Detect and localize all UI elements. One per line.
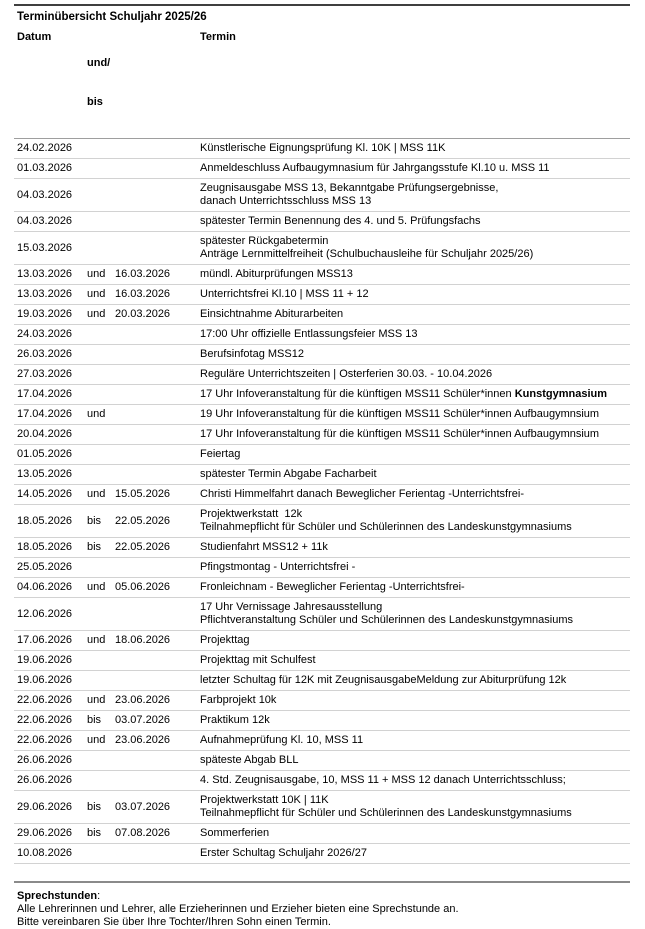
table-row — [14, 578, 630, 598]
termin-line: Berufsinfotag MSS12 — [200, 348, 304, 360]
row-conjunction: bis — [87, 514, 102, 527]
termin-line: letzter Schultag für 12K mit ZeugnisausgabeMeldung zur Abiturprüfung 12k — [200, 674, 567, 686]
termin-line: Fronleichnam - Beweglicher Ferientag -Unterrichtsfrei- — [200, 581, 465, 593]
row-termin — [200, 408, 630, 421]
column-header-und: und/ — [87, 57, 111, 69]
row-termin — [200, 348, 630, 361]
footer-heading — [17, 889, 630, 903]
row-date-start: 22.06.2026 — [17, 694, 73, 706]
row-date-start: 01.03.2026 — [17, 162, 73, 174]
table-row — [14, 558, 630, 578]
row-termin — [200, 561, 630, 574]
row-conjunction: und — [87, 734, 106, 746]
table-row — [14, 445, 630, 465]
termin-line: Feiertag — [200, 448, 241, 460]
row-date-end: 23.06.2026 — [115, 694, 171, 706]
schedule-table-body — [14, 139, 630, 864]
row-termin — [200, 714, 630, 727]
termin-line: Unterrichtsfrei Kl.10 | MSS 11 + 12 — [200, 288, 369, 300]
row-termin — [200, 508, 630, 534]
row-date-end: 03.07.2026 — [115, 714, 171, 726]
page-title: Terminübersicht Schuljahr 2025/26 — [17, 11, 207, 23]
row-date-end: 22.05.2026 — [115, 541, 171, 553]
row-date-start: 14.05.2026 — [17, 488, 73, 500]
termin-line — [200, 388, 630, 401]
table-row — [14, 791, 630, 824]
row-conjunction: und — [87, 581, 106, 593]
table-row — [14, 385, 630, 405]
termin-line: Studienfahrt MSS12 + 11k — [200, 541, 328, 553]
row-termin — [200, 694, 630, 707]
table-row — [14, 631, 630, 651]
row-date-start: 18.05.2026 — [17, 514, 73, 527]
table-row — [14, 265, 630, 285]
termin-line: Sommerferien — [200, 827, 270, 839]
row-date-start: 17.04.2026 — [17, 408, 73, 420]
termin-line: Pfingstmontag - Unterrichtsfrei - — [200, 561, 356, 573]
row-date-start: 29.06.2026 — [17, 827, 73, 839]
row-termin — [200, 368, 630, 381]
table-row — [14, 691, 630, 711]
termin-line: Erster Schultag Schuljahr 2026/27 — [200, 847, 367, 859]
table-row — [14, 325, 630, 345]
row-termin — [200, 794, 630, 820]
table-row — [14, 671, 630, 691]
row-termin — [200, 488, 630, 501]
termin-line: Aufnahmeprüfung Kl. 10, MSS 11 — [200, 734, 364, 746]
row-date-end: 22.05.2026 — [115, 514, 171, 527]
row-conjunction: bis — [87, 800, 102, 813]
row-termin — [200, 328, 630, 341]
row-date-start: 18.05.2026 — [17, 541, 73, 553]
row-conjunction: und — [87, 268, 106, 280]
table-row — [14, 305, 630, 325]
table-row — [14, 538, 630, 558]
table-header-row — [14, 31, 630, 139]
row-date-start: 04.03.2026 — [17, 188, 73, 201]
footer-line-2: Bitte vereinbaren Sie über Ihre Tochter/Ihren Sohn einen Termin. — [17, 916, 331, 928]
table-row — [14, 425, 630, 445]
column-header-datum: Datum — [17, 31, 52, 43]
row-date-end: 03.07.2026 — [115, 800, 171, 813]
row-date-start: 19.03.2026 — [17, 308, 73, 320]
row-termin — [200, 774, 630, 787]
termin-line: Einsichtnahme Abiturarbeiten — [200, 308, 344, 320]
row-termin — [200, 734, 630, 747]
row-date-start: 15.03.2026 — [17, 241, 73, 254]
row-date-start: 10.08.2026 — [17, 847, 73, 859]
termin-line: Praktikum 12k — [200, 714, 270, 726]
termin-line: Pflichtveranstaltung Schüler und Schülerinnen des Landeskunstgymnasiums — [200, 614, 573, 626]
termin-line: mündl. Abiturprüfungen MSS13 — [200, 268, 353, 280]
termin-line: Anmeldeschluss Aufbaugymnasium für Jahrgangsstufe Kl.10 u. MSS 11 — [200, 162, 550, 174]
footer-heading-colon: : — [97, 890, 101, 902]
termin-line: Zeugnisausgabe MSS 13, Bekanntgabe Prüfungsergebnisse, — [200, 182, 499, 194]
row-termin — [200, 754, 630, 767]
termin-line: Anträge Lernmittelfreiheit (Schulbuchausleihe für Schuljahr 2025/26) — [200, 248, 534, 260]
termin-line: 19 Uhr Infoveranstaltung für die künftigen MSS11 Schüler*innen Aufbaugymnsium — [200, 408, 600, 420]
termin-line: Christi Himmelfahrt danach Beweglicher Ferientag -Unterrichtsfrei- — [200, 488, 525, 500]
termin-line: 17 Uhr Vernissage Jahresausstellung — [200, 601, 383, 613]
row-termin — [200, 182, 630, 208]
row-date-start: 12.06.2026 — [17, 607, 73, 620]
termin-line: Projektwerkstatt 10K | 11K — [200, 794, 329, 806]
row-conjunction: und — [87, 308, 106, 320]
termin-line: 17 Uhr Infoveranstaltung für die künftigen MSS11 Schüler*innen Aufbaugymnsium — [200, 428, 600, 440]
row-date-start: 26.03.2026 — [17, 348, 73, 360]
row-date-start: 20.04.2026 — [17, 428, 73, 440]
row-termin — [200, 847, 630, 860]
table-row — [14, 824, 630, 844]
termin-line: danach Unterrichtsschluss MSS 13 — [200, 195, 372, 207]
row-date-end: 07.08.2026 — [115, 827, 171, 839]
row-date-start: 27.03.2026 — [17, 368, 73, 380]
row-termin — [200, 654, 630, 667]
footer-heading-text: Sprechstunden — [17, 890, 98, 902]
row-date-end: 16.03.2026 — [115, 288, 171, 300]
table-row — [14, 751, 630, 771]
row-date-end: 20.03.2026 — [115, 308, 171, 320]
row-termin — [200, 674, 630, 687]
footer-section — [14, 881, 630, 929]
table-row — [14, 139, 630, 159]
table-row — [14, 731, 630, 751]
row-termin — [200, 235, 630, 261]
row-date-start: 25.05.2026 — [17, 561, 73, 573]
row-date-end: 16.03.2026 — [115, 268, 171, 280]
row-date-start: 26.06.2026 — [17, 754, 73, 766]
termin-line: spätester Termin Abgabe Facharbeit — [200, 468, 377, 480]
column-header-termin: Termin — [200, 31, 236, 43]
termin-line: Projektwerkstatt 12k — [200, 508, 303, 520]
table-row — [14, 232, 630, 265]
row-date-end: 05.06.2026 — [115, 581, 171, 593]
row-date-start: 13.03.2026 — [17, 288, 73, 300]
row-date-start: 22.06.2026 — [17, 714, 73, 726]
row-termin — [200, 288, 630, 301]
termin-line: Teilnahmepflicht für Schüler und Schülerinnen des Landeskunstgymnasiums — [200, 521, 572, 533]
footer-line-1: Alle Lehrerinnen und Lehrer, alle Erzieherinnen und Erzieher bieten eine Sprechstunde an. — [17, 903, 459, 915]
row-date-start: 19.06.2026 — [17, 674, 73, 686]
row-date-start: 29.06.2026 — [17, 800, 73, 813]
row-conjunction: und — [87, 288, 106, 300]
table-row — [14, 212, 630, 232]
row-date-start: 04.03.2026 — [17, 215, 73, 227]
row-date-start: 04.06.2026 — [17, 581, 73, 593]
termin-line: Reguläre Unterrichtszeiten | Osterferien 30.03. - 10.04.2026 — [200, 368, 493, 380]
row-date-start: 24.03.2026 — [17, 328, 73, 340]
table-row — [14, 179, 630, 212]
table-row — [14, 405, 630, 425]
table-row — [14, 159, 630, 179]
row-date-end: 18.06.2026 — [115, 634, 171, 646]
termin-line: Künstlerische Eignungsprüfung Kl. 10K | MSS 11K — [200, 142, 446, 154]
termin-line: Farbprojekt 10k — [200, 694, 277, 706]
row-date-start: 13.03.2026 — [17, 268, 73, 280]
table-row — [14, 365, 630, 385]
row-date-start: 19.06.2026 — [17, 654, 73, 666]
row-termin — [200, 601, 630, 627]
row-date-start: 22.06.2026 — [17, 734, 73, 746]
row-date-start: 17.04.2026 — [17, 388, 73, 400]
row-conjunction: bis — [87, 714, 102, 726]
row-date-start: 26.06.2026 — [17, 774, 73, 786]
row-termin — [200, 215, 630, 228]
termin-line: Projekttag mit Schulfest — [200, 654, 316, 666]
row-termin — [200, 634, 630, 647]
row-termin — [200, 142, 630, 155]
table-row — [14, 505, 630, 538]
row-date-start: 01.05.2026 — [17, 448, 73, 460]
termin-line: spätester Rückgabetermin — [200, 235, 329, 247]
termin-line: 4. Std. Zeugnisausgabe, 10, MSS 11 + MSS 12 danach Unterrichtsschluss; — [200, 774, 566, 786]
table-row — [14, 771, 630, 791]
row-conjunction: bis — [87, 827, 102, 839]
termin-segment-bold: Kunstgymnasium — [514, 388, 608, 400]
table-row — [14, 285, 630, 305]
row-date-end: 15.05.2026 — [115, 488, 171, 500]
table-row — [14, 465, 630, 485]
row-date-start: 13.05.2026 — [17, 468, 73, 480]
termin-line: 17:00 Uhr offizielle Entlassungsfeier MSS 13 — [200, 328, 418, 340]
table-row — [14, 345, 630, 365]
column-header-bis: bis — [87, 96, 103, 108]
table-row — [14, 844, 630, 864]
row-termin — [200, 541, 630, 554]
row-date-start: 24.02.2026 — [17, 142, 73, 154]
termin-line: Projekttag — [200, 634, 250, 646]
termin-line: späteste Abgab BLL — [200, 754, 299, 766]
row-termin — [200, 827, 630, 840]
row-termin — [200, 448, 630, 461]
row-conjunction: und — [87, 694, 106, 706]
row-conjunction: und — [87, 408, 106, 420]
row-termin — [200, 268, 630, 281]
row-termin — [200, 581, 630, 594]
row-termin — [200, 308, 630, 321]
row-conjunction: und — [87, 488, 106, 500]
row-date-end: 23.06.2026 — [115, 734, 171, 746]
row-conjunction: bis — [87, 541, 102, 553]
row-termin — [200, 162, 630, 175]
termin-segment: 17 Uhr Infoveranstaltung für die künftigen MSS11 Schüler*innen — [200, 388, 515, 400]
termin-line: spätester Termin Benennung des 4. und 5. Prüfungsfachs — [200, 215, 481, 227]
column-header-und-bis — [87, 31, 115, 135]
table-row — [14, 598, 630, 631]
row-termin — [200, 428, 630, 441]
row-conjunction: und — [87, 634, 106, 646]
row-date-start: 17.06.2026 — [17, 634, 73, 646]
table-row — [14, 711, 630, 731]
row-termin — [200, 468, 630, 481]
table-row — [14, 651, 630, 671]
termin-line: Teilnahmepflicht für Schüler und Schülerinnen des Landeskunstgymnasiums — [200, 807, 572, 819]
table-row — [14, 485, 630, 505]
row-termin — [200, 388, 630, 401]
